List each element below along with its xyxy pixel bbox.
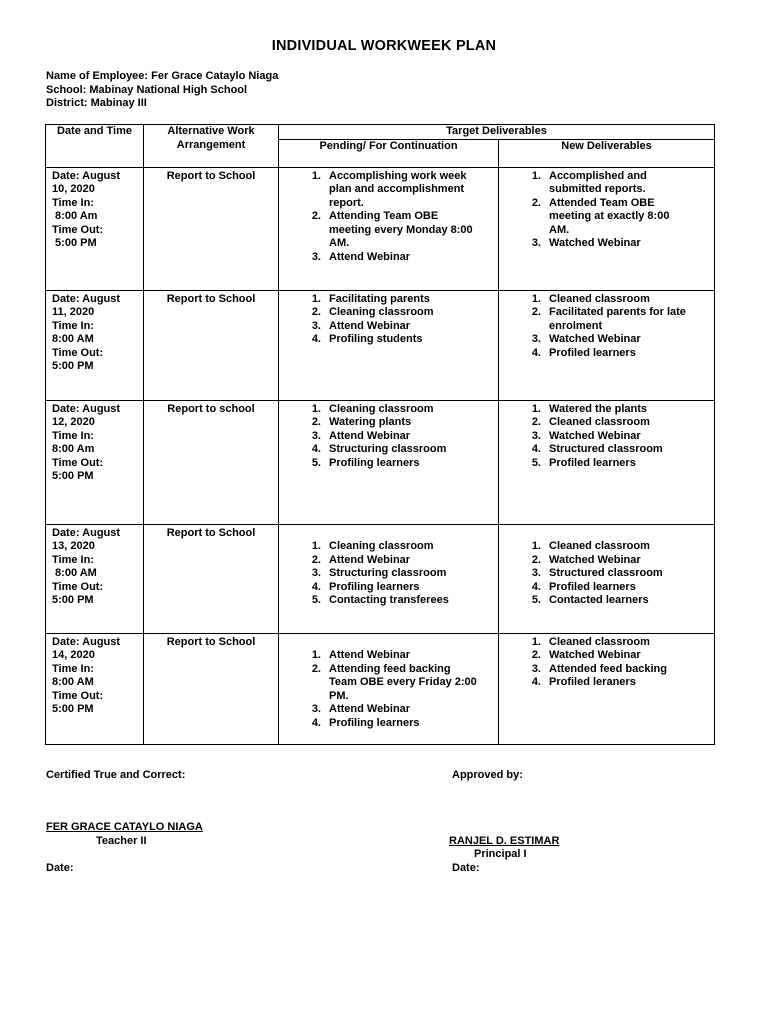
list-item-text: AM. <box>329 237 350 250</box>
list-item <box>499 416 708 430</box>
arrangement-cell: Report to School <box>144 167 279 290</box>
date-time-line: 5:00 PM <box>52 237 97 250</box>
list-item-number: 1. <box>311 402 321 415</box>
list-item-text: Attending feed backing <box>329 662 451 675</box>
date-time-cell <box>46 524 144 633</box>
arrangement-cell: Report to School <box>144 633 279 744</box>
list-item-number <box>279 690 329 704</box>
pending-deliverables-list <box>279 401 498 471</box>
date-time-line: Time Out: <box>52 346 104 359</box>
list-item-text: plan and accomplishment <box>329 183 465 196</box>
list-item-text: Watched Webinar <box>549 429 641 442</box>
pending-deliverables-list <box>279 634 498 731</box>
list-item <box>279 663 492 677</box>
list-item <box>279 403 492 417</box>
list-item <box>279 554 492 568</box>
list-item-number <box>279 237 329 251</box>
list-item <box>279 210 492 224</box>
list-item <box>279 224 492 238</box>
pending-deliverables-list <box>279 525 498 609</box>
list-item-number: 2. <box>531 649 541 662</box>
list-item-number <box>499 224 549 238</box>
date-time-cell <box>46 633 144 744</box>
list-item <box>279 430 492 444</box>
pending-deliverables-cell <box>279 400 499 524</box>
list-item-text: Cleaning classroom <box>329 540 434 553</box>
list-item-number <box>279 183 329 197</box>
list-item <box>499 636 708 650</box>
list-item-text: Structuring classroom <box>329 567 447 580</box>
list-item <box>279 676 492 690</box>
list-item <box>279 170 492 184</box>
list-item-text: PM. <box>329 689 349 702</box>
list-item <box>499 293 708 307</box>
date-time-line: 8:00 Am <box>52 443 95 456</box>
list-item-text: AM. <box>549 223 570 236</box>
new-deliverables-list <box>499 401 714 471</box>
list-item-number: 3. <box>311 319 321 332</box>
list-item <box>499 237 708 251</box>
table-row <box>46 167 715 290</box>
principal-position: Principal I <box>474 848 527 860</box>
header-arrangement-line1: Alternative Work <box>167 125 255 137</box>
list-item-number <box>279 224 329 238</box>
new-deliverables-cell <box>499 167 715 290</box>
list-item-number: 1. <box>311 649 321 662</box>
date-time-line: 5:00 PM <box>52 703 94 716</box>
pending-deliverables-list <box>279 168 498 265</box>
list-item-text: Attend Webinar <box>329 649 411 662</box>
list-item-text: Cleaned classroom <box>549 292 650 305</box>
date-time-line: Time Out: <box>52 456 104 469</box>
header-target-deliverables: Target Deliverables <box>279 125 715 140</box>
list-item-number: 4. <box>531 580 541 593</box>
list-item <box>279 457 492 471</box>
list-item-number: 3. <box>311 567 321 580</box>
list-item <box>499 540 708 554</box>
employee-info <box>46 70 278 111</box>
workweek-table <box>45 124 715 745</box>
list-item-number: 3. <box>531 429 541 442</box>
list-item-number: 1. <box>531 169 541 182</box>
list-item-text: Profiled learners <box>549 580 636 593</box>
header-arrangement-line2: Arrangement <box>176 138 246 151</box>
list-item-number <box>499 183 549 197</box>
header-arrangement <box>144 125 279 168</box>
header-new: New Deliverables <box>499 139 715 167</box>
list-item-text: Attending Team OBE <box>329 210 439 223</box>
list-item <box>499 306 708 320</box>
list-item-text: Attend Webinar <box>329 251 411 264</box>
list-item-number: 1. <box>531 635 541 648</box>
list-item-number: 2. <box>531 306 541 319</box>
date-time-line: 8:00 AM <box>52 676 94 689</box>
list-item-text: Profiled leraners <box>549 676 636 689</box>
list-item-number: 1. <box>531 540 541 553</box>
list-item <box>279 306 492 320</box>
list-item <box>499 183 708 197</box>
date-time-line: 8:00 AM <box>52 567 97 580</box>
list-item-text: Structuring classroom <box>329 443 447 456</box>
new-deliverables-cell <box>499 400 715 524</box>
list-item <box>499 403 708 417</box>
list-item <box>499 210 708 224</box>
list-item <box>279 183 492 197</box>
date-time-line: Date: August <box>52 169 121 182</box>
list-item-text: meeting every Monday 8:00 <box>329 223 473 236</box>
date-time-line: Date: August <box>52 635 121 648</box>
list-item <box>499 554 708 568</box>
list-item-text: Watched Webinar <box>549 649 641 662</box>
list-item <box>499 581 708 595</box>
new-deliverables-list <box>499 291 714 361</box>
list-item <box>279 690 492 704</box>
table-row <box>46 633 715 744</box>
list-item <box>499 333 708 347</box>
date-time-cell <box>46 400 144 524</box>
list-item-number: 4. <box>531 676 541 689</box>
list-item <box>499 224 708 238</box>
list-item-text: Watched Webinar <box>549 237 641 250</box>
list-item-text: submitted reports. <box>549 183 646 196</box>
list-item <box>279 197 492 211</box>
pending-deliverables-cell <box>279 290 499 400</box>
list-item-number: 2. <box>531 196 541 209</box>
date-time-line: 11, 2020 <box>52 306 95 319</box>
list-item-number: 3. <box>311 251 321 264</box>
list-item <box>499 676 708 690</box>
list-item-number: 1. <box>531 402 541 415</box>
list-item-number: 4. <box>311 443 321 456</box>
list-item-text: Attend Webinar <box>329 553 411 566</box>
list-item <box>279 703 492 717</box>
list-item-text: Attend Webinar <box>329 429 411 442</box>
date-time-line: 10, 2020 <box>52 183 95 196</box>
date-time-line: Time Out: <box>52 689 104 702</box>
new-deliverables-list <box>499 168 714 252</box>
list-item-text: Profiling learners <box>329 717 420 730</box>
list-item-text: Profiling learners <box>329 456 420 469</box>
list-item <box>499 197 708 211</box>
teacher-signatory-name: FER GRACE CATAYLO NIAGA <box>46 821 203 833</box>
list-item-text: Facilitating parents <box>329 292 430 305</box>
date-time-line: 8:00 AM <box>52 333 94 346</box>
date-time-line: Time In: <box>52 429 94 442</box>
list-item-text: Profiled learners <box>549 456 636 469</box>
list-item-text: Watered the plants <box>549 402 647 415</box>
principal-date-label: Date: <box>452 862 480 874</box>
list-item <box>499 430 708 444</box>
pending-deliverables-cell <box>279 524 499 633</box>
arrangement-cell: Report to school <box>144 400 279 524</box>
list-item-number: 1. <box>311 540 321 553</box>
list-item-text: Structured classroom <box>549 567 663 580</box>
list-item-number: 3. <box>311 703 321 716</box>
table-row <box>46 290 715 400</box>
list-item-text: Cleaned classroom <box>549 540 650 553</box>
list-item-number <box>279 676 329 690</box>
list-item <box>279 581 492 595</box>
list-item <box>499 347 708 361</box>
date-time-line: Time Out: <box>52 223 104 236</box>
list-item <box>499 649 708 663</box>
date-time-line: Time In: <box>52 319 94 332</box>
list-item-number: 4. <box>311 717 321 730</box>
list-item <box>279 320 492 334</box>
list-item <box>279 416 492 430</box>
list-item-text: Accomplishing work week <box>329 169 467 182</box>
date-time-line: Time Out: <box>52 580 104 593</box>
list-item-text: report. <box>329 196 364 209</box>
principal-signatory-name: RANJEL D. ESTIMAR <box>449 835 560 847</box>
list-item-text: Cleaning classroom <box>329 306 434 319</box>
list-item <box>499 443 708 457</box>
header-date-time: Date and Time <box>46 125 144 168</box>
list-item-number <box>499 320 549 334</box>
table-row <box>46 524 715 633</box>
list-item-number: 1. <box>311 292 321 305</box>
date-time-line: Time In: <box>52 196 94 209</box>
date-time-line: 5:00 PM <box>52 470 94 483</box>
list-item <box>279 649 492 663</box>
pending-deliverables-list <box>279 291 498 347</box>
district-name: District: Mabinay III <box>46 97 147 109</box>
list-item <box>499 567 708 581</box>
list-item-text: Attend Webinar <box>329 319 411 332</box>
list-item-number: 3. <box>311 429 321 442</box>
list-item-text: Profiled learners <box>549 346 636 359</box>
list-item-text: meeting at exactly 8:00 <box>549 210 670 223</box>
school-name: School: Mabinay National High School <box>46 83 248 96</box>
certified-label: Certified True and Correct: <box>46 769 186 781</box>
list-item-text: Attend Webinar <box>329 703 411 716</box>
date-time-cell <box>46 290 144 400</box>
table-body <box>46 167 715 744</box>
list-item-text: Cleaned classroom <box>549 416 650 429</box>
list-item-number: 5. <box>311 456 321 469</box>
list-item <box>279 443 492 457</box>
date-time-line: 14, 2020 <box>52 649 95 662</box>
list-item-text: Accomplished and <box>549 169 647 182</box>
arrangement-cell: Report to School <box>144 524 279 633</box>
table-row <box>46 400 715 524</box>
list-item-number: 3. <box>531 567 541 580</box>
list-item-text: Profiling learners <box>329 580 420 593</box>
list-item <box>279 251 492 265</box>
date-time-line: Time In: <box>52 553 94 566</box>
date-time-cell <box>46 167 144 290</box>
list-item <box>279 293 492 307</box>
list-item-number: 4. <box>531 443 541 456</box>
pending-deliverables-cell <box>279 633 499 744</box>
list-item-number: 2. <box>311 416 321 429</box>
date-time-line: Date: August <box>52 402 121 415</box>
list-item-number: 2. <box>311 662 321 675</box>
new-deliverables-list <box>499 525 714 609</box>
list-item <box>499 594 708 608</box>
list-item <box>279 594 492 608</box>
list-item-text: Watched Webinar <box>549 553 641 566</box>
list-item-number: 5. <box>531 456 541 469</box>
list-item-text: enrolment <box>549 319 603 332</box>
date-time-line: Date: August <box>52 526 121 539</box>
list-item-number: 4. <box>531 346 541 359</box>
list-item-text: Profiling students <box>329 333 423 346</box>
list-item-text: Watched Webinar <box>549 333 641 346</box>
list-item-number: 2. <box>531 553 541 566</box>
approved-label: Approved by: <box>452 769 523 781</box>
list-item <box>279 717 492 731</box>
pending-deliverables-cell <box>279 167 499 290</box>
teacher-position: Teacher II <box>96 835 147 847</box>
new-deliverables-cell <box>499 290 715 400</box>
list-item-text: Facilitated parents for late <box>549 306 686 319</box>
list-item-number: 5. <box>531 594 541 607</box>
list-item-number: 2. <box>311 553 321 566</box>
list-item-text: Watering plants <box>329 416 412 429</box>
list-item <box>279 567 492 581</box>
list-item-number <box>279 197 329 211</box>
list-item-text: Team OBE every Friday 2:00 <box>329 676 477 689</box>
date-time-line: Date: August <box>52 292 121 305</box>
list-item-text: Contacting transferees <box>329 594 449 607</box>
list-item-number: 2. <box>531 416 541 429</box>
list-item <box>279 333 492 347</box>
date-time-line: 5:00 PM <box>52 594 94 607</box>
list-item-text: Contacted learners <box>549 594 649 607</box>
list-item-text: Structured classroom <box>549 443 663 456</box>
date-time-line: 12, 2020 <box>52 416 95 429</box>
list-item-number: 2. <box>311 210 321 223</box>
list-item-text: Attended feed backing <box>549 662 667 675</box>
date-time-line: 13, 2020 <box>52 540 95 553</box>
list-item-text: Attended Team OBE <box>549 196 655 209</box>
list-item <box>279 540 492 554</box>
header-pending: Pending/ For Continuation <box>279 139 499 167</box>
list-item-text: Cleaned classroom <box>549 635 650 648</box>
new-deliverables-cell <box>499 524 715 633</box>
list-item <box>499 663 708 677</box>
list-item-number: 2. <box>311 306 321 319</box>
date-time-line: 8:00 Am <box>52 210 98 223</box>
list-item-number: 4. <box>311 580 321 593</box>
teacher-date-label: Date: <box>46 862 74 874</box>
new-deliverables-list <box>499 634 714 690</box>
list-item-number <box>499 210 549 224</box>
list-item-number: 1. <box>531 292 541 305</box>
list-item <box>499 170 708 184</box>
list-item-number: 3. <box>531 662 541 675</box>
list-item <box>279 237 492 251</box>
list-item-number: 5. <box>311 594 321 607</box>
list-item-number: 3. <box>531 333 541 346</box>
list-item-number: 4. <box>311 333 321 346</box>
new-deliverables-cell <box>499 633 715 744</box>
date-time-line: Time In: <box>52 662 94 675</box>
date-time-line: 5:00 PM <box>52 360 94 373</box>
list-item-text: Cleaning classroom <box>329 402 434 415</box>
list-item-number: 3. <box>531 237 541 250</box>
document-title: INDIVIDUAL WORKWEEK PLAN <box>271 38 497 54</box>
list-item-number: 1. <box>311 169 321 182</box>
employee-name: Name of Employee: Fer Grace Cataylo Niaga <box>46 70 279 82</box>
arrangement-cell: Report to School <box>144 290 279 400</box>
list-item <box>499 320 708 334</box>
list-item <box>499 457 708 471</box>
